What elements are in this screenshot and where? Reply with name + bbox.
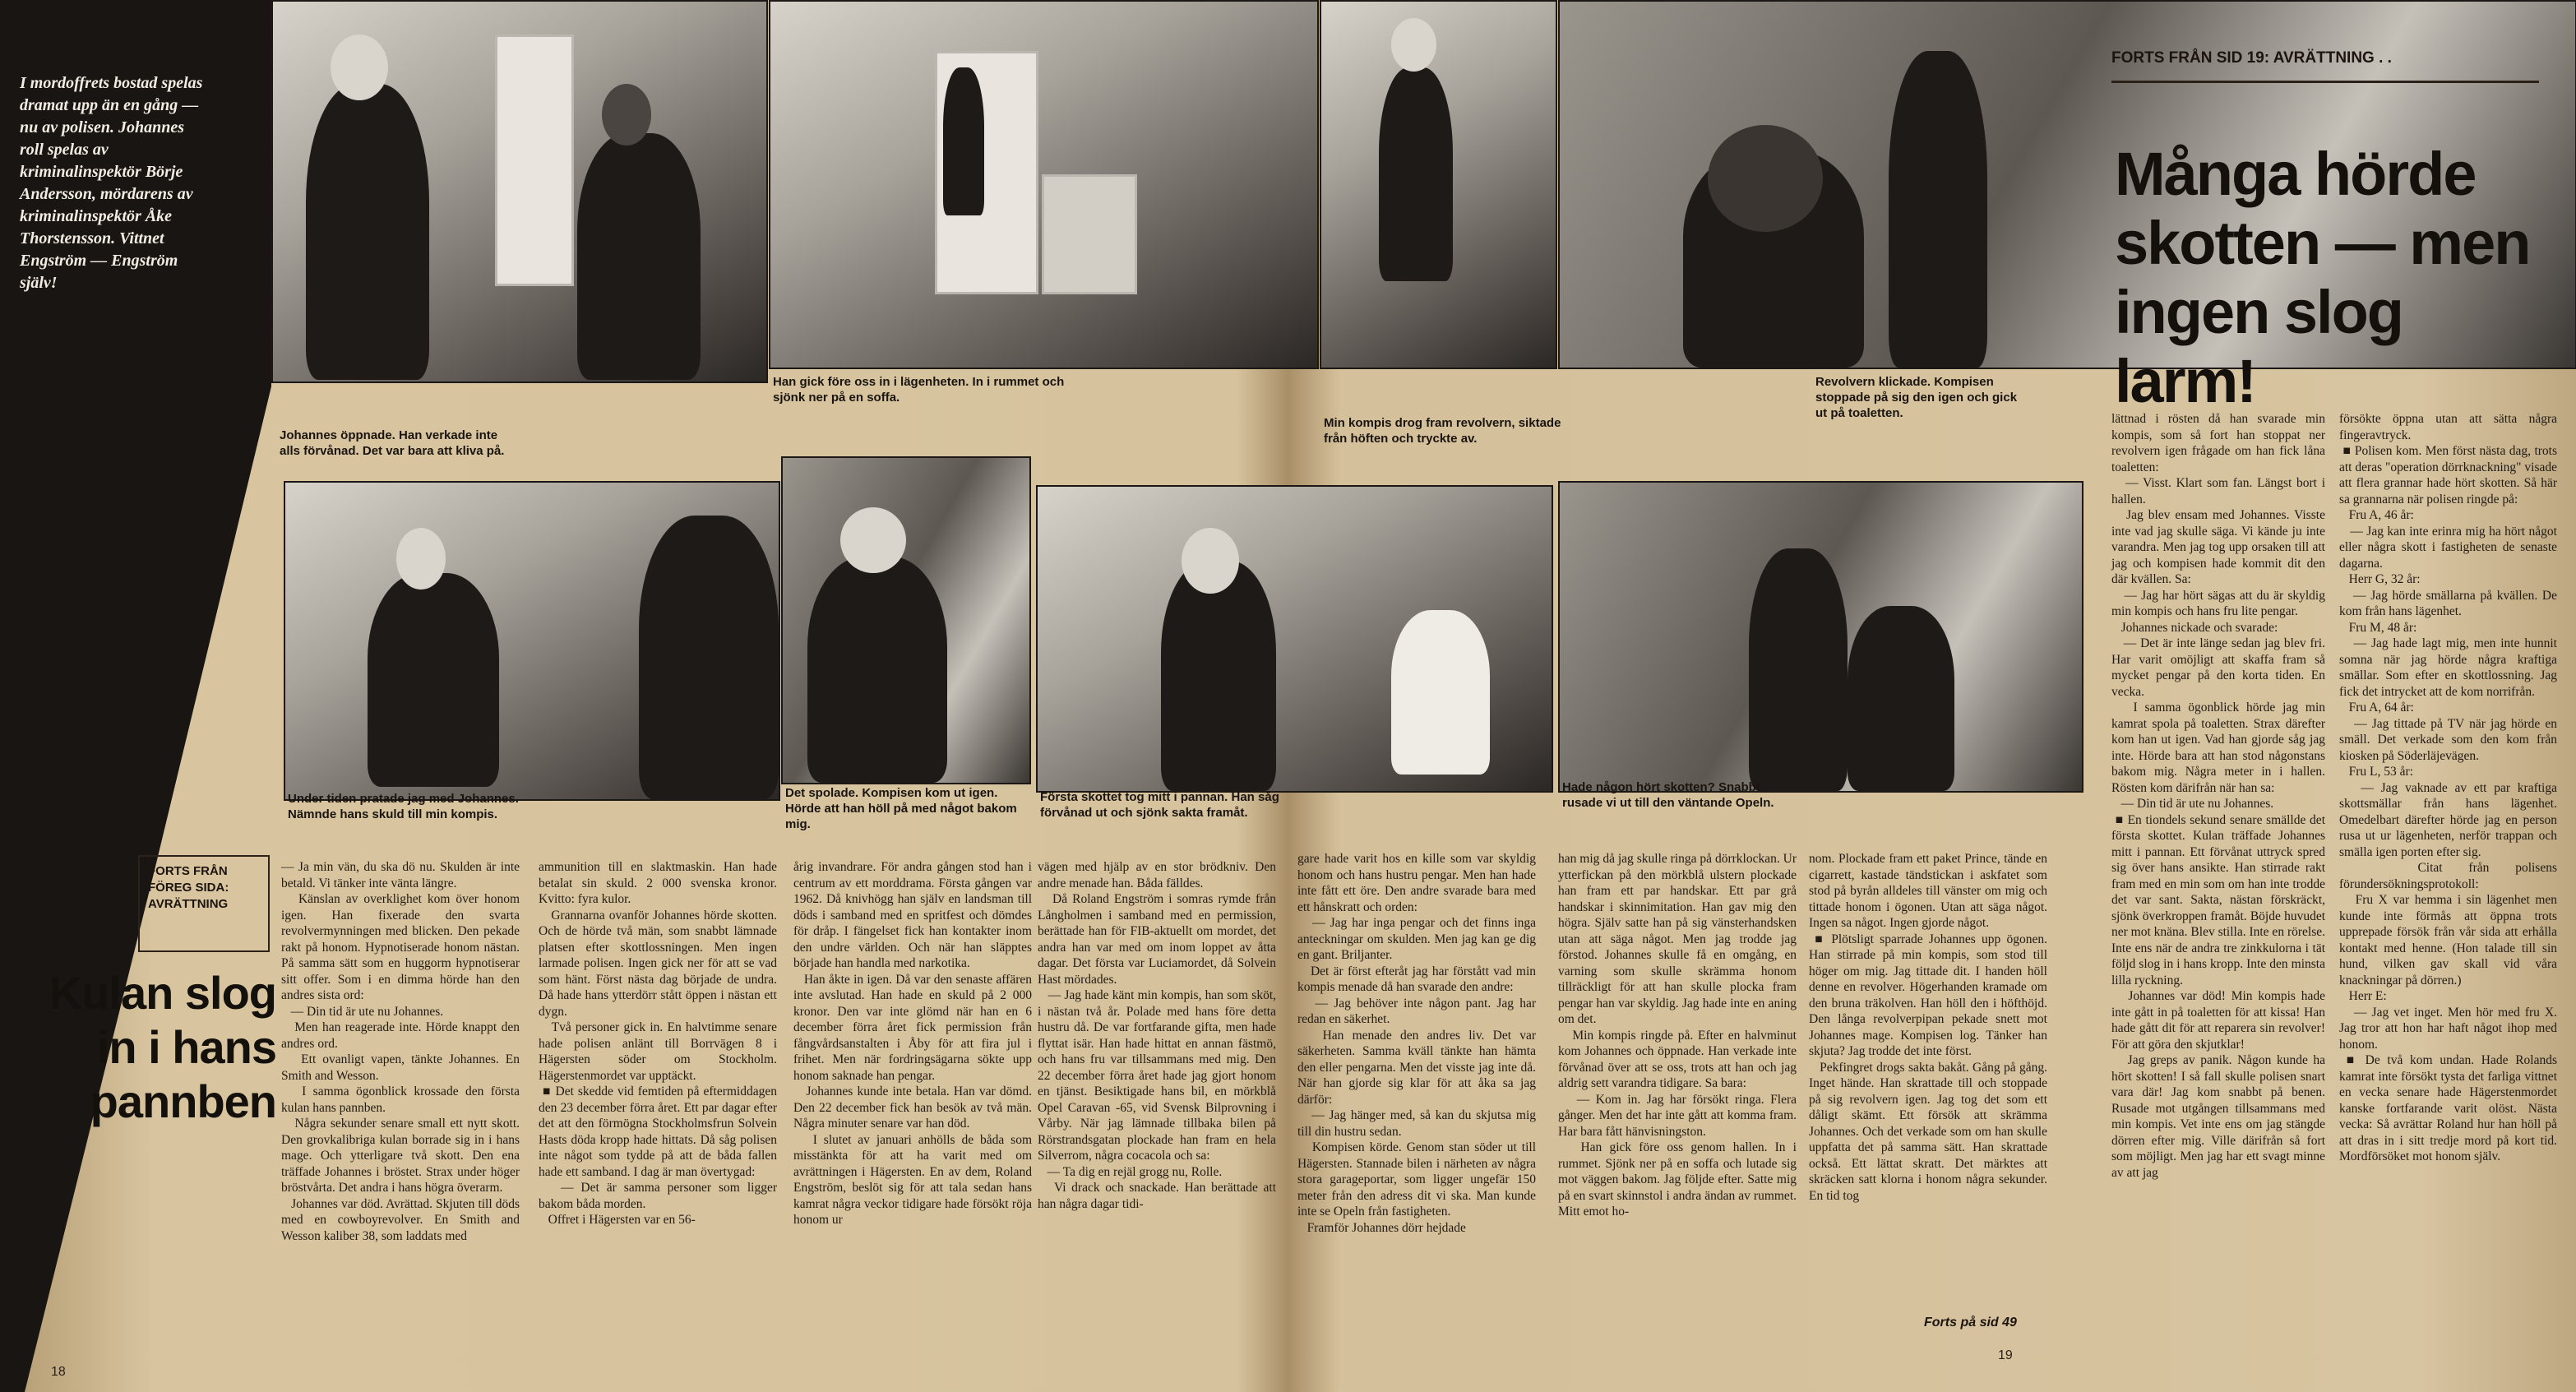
caption-photo-2: Han gick före oss in i lägenheten. In i rummet och sjönk ner på en soffa. [773,375,1065,405]
standing-figure [1379,67,1453,281]
caption-photo-4: Det spolade. Kompisen kom ut igen. Hörde att han höll på med något bakom mig. [785,786,1017,831]
fleeing-figure-1 [1749,548,1848,791]
seated-head [396,528,446,590]
photo-kitchen [769,0,1319,369]
right-column-2: gare hade varit hos en kille som var skyldig honom och hans hustru pengar. Men han hade inte fått ett öre. Den andre svarade bara med ett hånskratt och orden: — Jag har inga pengar och det finns inga anteckningar om skulden. Men jag kan ge dig en gant. Briljanter. Det är först efteråt jag har förstått vad min kompis menade då han svarade den andre: — Jag behöver inte någon pant. Jag har redan en säkerhet. Han menade den andres liv. Det var säkerheten. Samma kväll tänkte han hämta den eller pengarna. Men det visste jag inte då. När han gjorde sig klar för att åka sa jag därför: — Jag hänger med, så kan du skjutsa mig till din hustru sedan. Kompisen körde. Genom stan söder ut till Hägersten. Stannade bilen i närheten av några stora garageportar, som ligger ungefär 150 meter från den adress dit vi ska. Man kunde inte se Opeln från fastigheten. Framför Johannes dörr hejdade [1297,852,1537,1235]
right-headline: Många hörde skotten — men ingen slog larm! [2115,140,2530,415]
photo-hallway [781,456,1031,784]
fleeing-figure-2 [1848,606,1954,791]
caption-photo-8: Hade någon hört skotten? Snabbt rusade vi ut till den väntande Opeln. [1562,780,1774,810]
head-right [602,84,651,146]
figure-right [577,133,701,380]
hallway-figure [807,557,947,783]
caption-photo-6: Revolvern klickade. Kompisen stoppade på sig den igen och gick ut på toaletten. [1815,375,2018,420]
photo-sofa-talk [284,481,780,801]
seated-figure [368,573,499,787]
shooter-head [1182,528,1239,594]
intro-caption: I mordoffrets bostad spelas dramat upp än en gång — nu av polisen. Johannes roll spelas av kriminalinspektör Börje Andersson, mördarens av kriminalinspektör Åke Thorstensson. Vittnet Engström — Engström själv! [20,74,203,292]
hallway-head [840,507,906,573]
left-column-2: ammunition till en slaktmaskin. Han hade betalat sin skuld. 2 000 svenska kronor. Kvitto: fyra kulor. Grannarna ovanför Johannes hörde skotten. Och de hörde två män, som snabbt lämnade platsen efter skottlossningen. Men ingen larmade polisen. Ingen gick ner för att se vad som hänt. Först nästa dag började de undra. Då hade hans ytterdörr stått öppen i nästan ett dygn. Två personer gick in. En halvtimme senare hade polisen anlänt till Borrvägen 8 i Hägersten söder om Stockholm. Hägerstenmordet var upptäckt. ■ Det skedde vid femtiden på eftermiddagen den 23 december förra året. Ett par dagar efter det att den förmögna Stockholmsfrun Solvein Hasts döda kropp hade hittats. Då såg polisen inte något som tydde på att de båda fallen hade ett samband. I dag är man övertygad: — Det är samma personer som ligger bakom båda morden. Offret i Hägersten var en 56- [539,860,778,1227]
caption-photo-5: Min kompis drog fram revolvern, siktade från höften och tryckte av. [1324,416,1561,446]
continued-from-header: FORTS FRÅN SID 19: AVRÄTTNING . . [2111,49,2539,83]
continued-from-box: FORTS FRÅN FÖREG SIDA: AVRÄTTNING [138,855,270,952]
victim-figure [1391,610,1490,775]
continued-on-note: Forts på sid 49 [1924,1316,2017,1330]
right-column-3: han mig då jag skulle ringa på dörrklockan. Ur ytterfickan på den mörkblå ulstern plockade han fram ett par handskar. Ett par grå handskar i skinnimitation. Han gav mig den högra. Själv satte han på sig vänsterhandsken utan att säga något. Men jag trodde jag förstod. Johannes skulle få en omgång, en varning som skulle skrämma honom tillräckligt för att han skulle plocka fram pengar han var skyldig. Jag hade inte en aning om det. Min kompis ringde på. Efter en halvminut kom Johannes och öppnade. Han verkade inte förvånad över att se oss, trots att han och jag aldrig sett varandra tidigare. Sa bara: — Kom in. Jag har försökt ringa. Flera gånger. Men det har inte gått att komma fram. Har bara fått hänvisningston. Han gick före oss genom hallen. In i rummet. Sjönk ner på en soffa och lutade sig mot väggen bakom. Jag följde efter. Satte mig på en svart skinnstol i andra ändan av rummet. Mitt emot ho- [1558,852,1797,1219]
doorway-figure [1889,51,1987,368]
right-column-4: nom. Plockade fram ett paket Prince, tände en cigarrett, kastade tändstickan i askfatet som stod på byrån alldeles till vänster om mig och tittade honom i ögonen. Utan att säga något. Ingen sa något. Ingen gjorde något. ■ Plötsligt sparrade Johannes upp ögonen. Han stirrade på min kompis, som stod till höger om mig. Jag tittade dit. I handen höll denne en revolver. Högerhanden kramade om den bruna träkolven. Han höll den i höfthöjd. Den långa revolverpipan pekade snett mot Johannes mage. Kompisen log. Tänker han skjuta? Jag trodde det inte först. Pekfingret drogs sakta bakåt. Gång på gång. Inget hände. Han skrattade till och stoppade på sig revolvern igen. Jag tog det som ett dåligt skämt. Ett försök att skrämma Johannes. Och det verkade som om han skulle uppfatta det på samma sätt. Han skrattade också. Ett lättat skratt. Det märktes att skräcken satt klorna i honom några sekunder. En tid tog [1809,852,2047,1203]
caption-photo-3: Under tiden pratade jag med Johannes. Nämnde hans skuld till min kompis. [288,792,519,821]
door-shape [495,35,574,286]
left-column-3: årig invandrare. För andra gången stod han i centrum av ett morddrama. Första gången var 1962. Då knivhögg han själv en landsman till döds i samband med en spritfest och dömdes för dråp. I fängelset fick han kontakter inom den undre världen. Och när han släpptes började han handla med narkotika. Han åkte in igen. Då var den senaste affären inte avslutad. Han hade en skuld på 2 000 kronor. Den var inte glömd när han en 6 december förra året fick permission från fångvårdsanstalten i Åby för att fira jul i frihet. Men när fordringsägarna sökte upp honom saknade han pengar. Johannes kunde inte betala. Han var dömd. Den 22 december fick han besök av två män. Några minuter senare var han död. I slutet av januari anhölls de båda som misstänkta för att ha varit med om avrättningen i Hägersten. En av dem, Roland Engström, beslöt sig för att tala sedan hans kamrat några veckor tidigare hade försökt röja honom ur [793,860,1033,1227]
left-headline: Kulan slog in i hans pannben [49,967,276,1127]
caption-photo-1: Johannes öppnade. Han verkade inte alls förvånad. Det var bara att kliva på. [280,428,505,458]
photo-door-opening [271,0,768,383]
foreground-figure [639,516,779,799]
right-column-1: vägen med hjälp av en stor brödkniv. Den andre menade han. Båda fälldes. Då Roland Engström i somras rymde från Långholmen i samband med en permission, berättade han för FIB-aktuellt om mordet, det andra han var med om inom loppet av åtta dagar. Det första var Luciamordet, då Solvein Hast mördades. — Jag hade känt min kompis, han som sköt, i nästan två år. Polade med hans före detta hustru då. De var fortfarande gifta, men hade flyttat isär. Han hade hittat en annan fästmö, och hans fru var tillsammans med mig. Den 22 december förra året hade jag gjort honom en tjänst. Besiktigade hans bil, en mörkblå Opel Caravan -65, vid Svensk Bilprovning i Vårby. När jag lämnade tillbaka bilen på Rörstrandsgatan plockade han fram en hela Silverrom, några cocacola och sa: — Ta dig en rejäl grogg nu, Rolle. Vi drack och snackade. Han berättade att han några dagar tidi- [1038,860,1277,1211]
left-column-1: — Ja min vän, du ska dö nu. Skulden är inte betald. Vi tänker inte vänta längre. Känslan av overklighet kom över honom igen. Han fixerade den svarta revolvermynningen med blicken. Den pekade rakt på honom. Hypnotiserade honom nästan. På samma sätt som en huggorm hypnotiserar sitt offer. Som i en dimma hörde han den andres sista ord: — Din tid är ute nu Johannes. Men han reagerade inte. Hörde knappt den andres ord. Ett ovanligt vapen, tänkte Johannes. En Smith and Wesson. I samma ögonblick krossade den första kulan hans pannben. Några sekunder senare small ett nytt skott. Den grovkalibriga kulan borrade sig in i hans mage. Och ytterligare två skott. Den ena träffade Johannes i bröstet. Strax under höger bröstvårta. Det andra i hans högra överarm. Johannes var död. Avrättad. Skjuten till döds med en cowboyrevolver. En Smith and Wesson kaliber 38, som laddats med [281,860,520,1243]
back-head [1708,125,1823,232]
photo-escape [1558,481,2083,793]
third-column-1: lättnad i rösten då han svarade min kompis, som så fort han stoppat ner revolvern igen frågade om han fick låna toaletten: — Visst. Klart som fan. Längst bort i hallen. Jag blev ensam med Johannes. Visste inte vad jag skulle säga. Vi kände ju inte varandra. Men jag tog upp orsaken till att jag och kompisen hade kommit dit den där kvällen. Sa: — Jag har hört sägas att du är skyldig min kompis och hans fru lite pengar. Johannes nickade och svarade: — Det är inte länge sedan jag blev fri. Har varit omöjligt att skaffa fram så mycket pengar på den korta tiden. En vecka. I samma ögonblick hörde jag min kamrat spola på toaletten. Strax därefter kom han ut igen. Vad han gjorde såg jag inte. Hörde bara att han stod någonstans bakom mig. Några meter in i hallen. Rösten kom därifrån när han sa: — Din tid är ute nu Johannes. ■ En tiondels sekund senare smällde det första skottet. Kulan träffade Johannes mitt i pannan. Ett förvånat uttryck spred sig över hans ansikte. Han stirrade rakt fram med en min som om han inte trodde det var sant. Sakta, nästan förskräckt, sjönk överkroppen framåt. Böjde huvudet ner mot knäna. Blev stilla. Inte en rörelse. Inte ens när de andra tre zinkkulorna i tät följd slog in i hans kropp. Inte den minsta lilla ryckning. Johannes var död! Min kompis hade inte gått in på toaletten för att kissa! Han hade gått dit för att reparera sin revolver! För att göra den skjutklar! Jag greps av panik. Någon kunde ha hört skotten! I så fall skulle polisen snart vara där! Jag kom snabbt på benen. Rusade mot utgången tillsammans med min kompis. Vet inte ens om jag stängde dörren efter mig. Ville därifrån så fort som möjligt. Men jag har ett svagt minne av att jag [2111,412,2326,1180]
figure-left [306,84,429,380]
shooter-figure [1161,561,1276,791]
photo-first-shot [1036,485,1553,793]
standing-head [1391,18,1436,72]
caption-photo-7: Första skottet tog mitt i pannan. Han såg förvånad ut och sjönk sakta framåt. [1040,790,1279,820]
photo-revolver-drawn [1320,0,1557,369]
third-column-2: försökte öppna utan att sätta några fingeravtryck. ■ Polisen kom. Men först nästa dag, trots att deras "operation dörrknackning" visade att flera grannar hade hört skotten. Så här sa grannarna när polisen ringde på: Fru A, 46 år: — Jag kan inte erinra mig ha hört något eller några skott i fastigheten de senaste dagarna. Herr G, 32 år: — Jag hörde smällarna på kvällen. De kom från hans lägenhet. Fru M, 48 år: — Jag hade lagt mig, men inte hunnit somna när jag hörde några kraftiga smällar. Som efter en skottlossning. Jag fick det intrycket att de kom norrifrån. Fru A, 64 år: — Jag tittade på TV när jag hörde en smäll. Det verkade som den kom från kiosken på Söderläjevägen. Fru L, 53 år: — Jag vaknade av ett par kraftiga skottsmällar från hans lägenhet. Omedelbart därefter hörde jag en person rusa ut ur lägenheten, nerför trappan och smälla igen porten efter sig. Citat från polisens förundersökningsprotokoll: Fru X var hemma i sin lägenhet men kunde inte förmås att öppna trots upprepade försök från vår sida att erhålla kontakt med henne. (Hon talade till sin hund, vilken gav skall vid våra knackningar på dörren.) Herr E: — Jag vet inget. Men hör med fru X. Jag tror att hon har haft något ihop med honom. ■ De två kom undan. Hade Rolands kamrat inte försökt tysta det farliga vittnet en vecka senare hade Hägerstenmordet kanske fortfarande varit olöst. Nästa vecka: Så avrättar Roland hur han höll på att dras in i sitt tredje mord på kort tid. Mordförsöket mot honom själv. [2339,412,2558,1163]
page-number-right: 19 [1998,1348,2013,1362]
page-number-left: 18 [51,1365,66,1379]
stove [1042,174,1137,294]
head-left [331,35,388,100]
distant-figure [943,67,984,215]
